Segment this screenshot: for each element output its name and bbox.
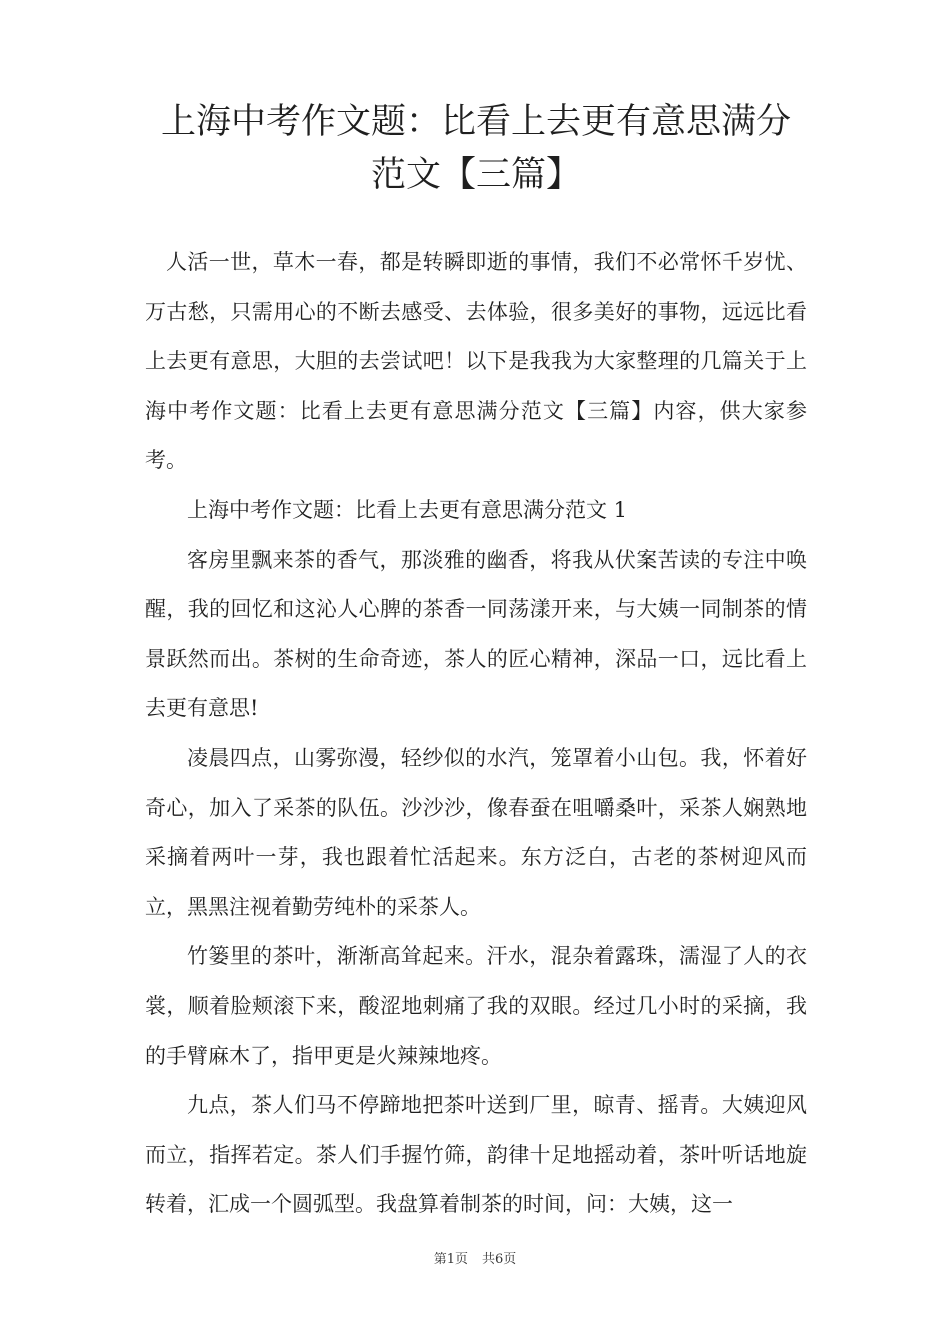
body-paragraph: 客房里飘来茶的香气，那淡雅的幽香，将我从伏案苦读的专注中唤醒，我的回忆和这沁人心脾的茶香一同荡漾开来，与大姨一同制茶的情景跃然而出。茶树的生命奇迹，茶人的匠心精神，深品一口，远比看上去更有意思! (145, 547, 807, 721)
document-page (145, 0, 807, 1344)
document-body (145, 238, 807, 1230)
body-paragraph: 竹篓里的茶叶，渐渐高耸起来。汗水，混杂着露珠，濡湿了人的衣裳，顺着脸颊滚下来，酸涩地刺痛了我的双眼。经过几小时的采摘，我的手臂麻木了，指甲更是火辣辣地疼。 (145, 944, 807, 1068)
page-number: 第1页 (433, 1252, 468, 1267)
section-heading: 上海中考作文题：比看上去更有意思满分范文 1 (187, 497, 628, 522)
page-total: 共6页 (482, 1252, 517, 1267)
body-paragraph: 九点，茶人们马不停蹄地把茶叶送到厂里，晾青、摇青。大姨迎风而立，指挥若定。茶人们手握竹筛，韵律十足地摇动着，茶叶听话地旋转着，汇成一个圆弧型。我盘算着制茶的时间，问：大姨，这一 (145, 1093, 807, 1217)
body-paragraph: 凌晨四点，山雾弥漫，轻纱似的水汽，笼罩着小山包。我，怀着好奇心，加入了采茶的队伍。沙沙沙，像春蚕在咀嚼桑叶，采茶人娴熟地采摘着两叶一芽，我也跟着忙活起来。东方泛白，古老的茶树迎风而立，黑黑注视着勤劳纯朴的采茶人。 (145, 745, 807, 919)
document-title: 上海中考作文题：比看上去更有意思满分范文【三篇】 (160, 102, 791, 195)
page-footer (0, 1248, 950, 1267)
intro-paragraph: 人活一世，草木一春，都是转瞬即逝的事情，我们不必常怀千岁忧、万古愁，只需用心的不断去感受、去体验，很多美好的事物，远远比看上去更有意思，大胆的去尝试吧！以下是我我为大家整理的几篇关于上海中考作文题：比看上去更有意思满分范文【三篇】内容，供大家参考。 (145, 250, 807, 473)
